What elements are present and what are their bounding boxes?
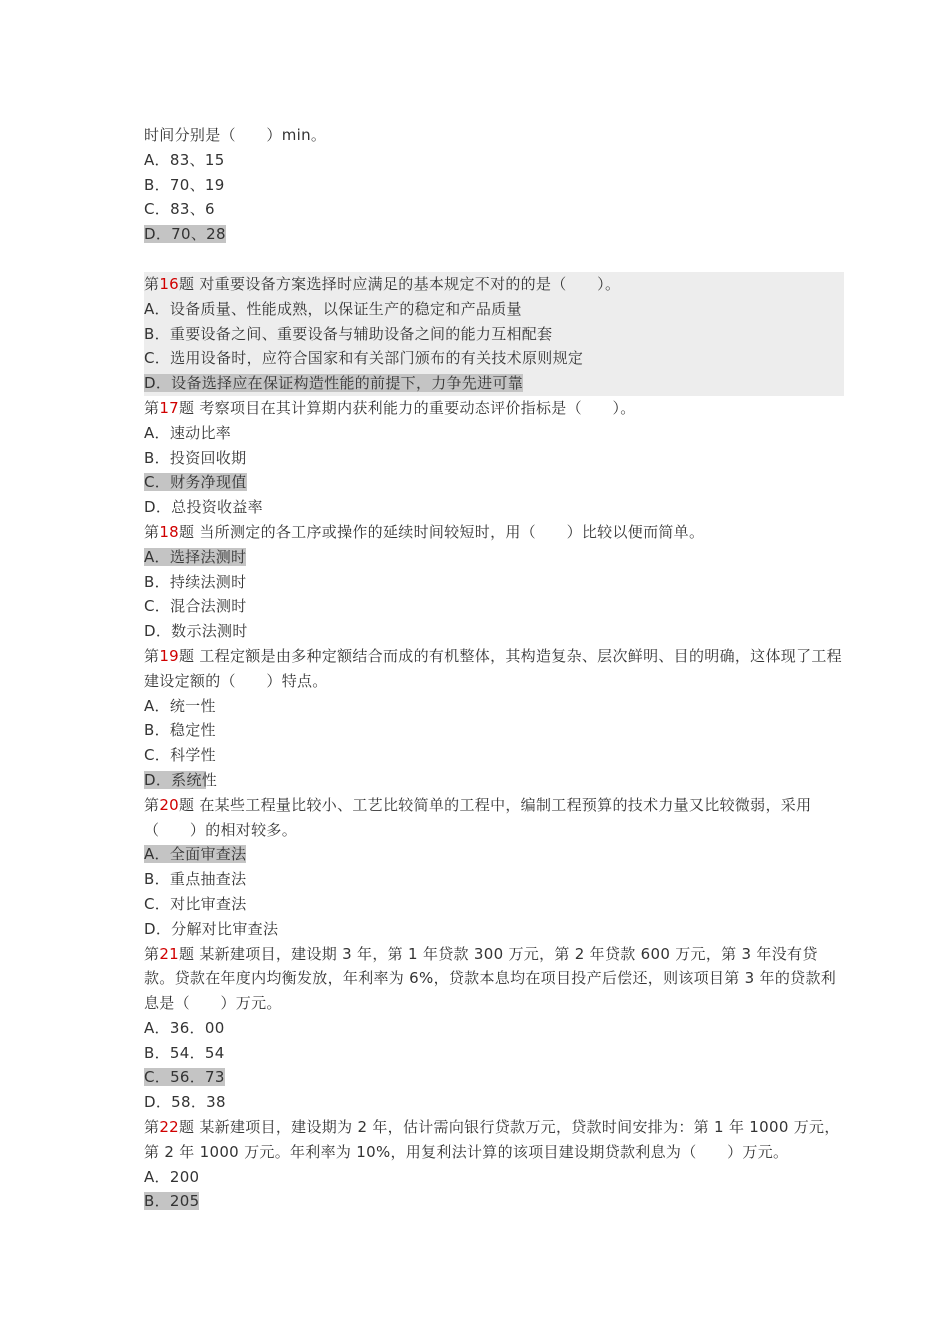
document-page xyxy=(144,123,844,1214)
question-stem: 第20题 在某些工程量比较小、工艺比较简单的工程中，编制工程预算的技术力量又比较微弱，采用（ ）的相对较多。 xyxy=(144,795,812,839)
question-stem: 第16题 对重要设备方案选择时应满足的基本规定不对的的是（ ）。 xyxy=(144,274,621,293)
question-stem: 第17题 考察项目在其计算期内获利能力的重要动态评价指标是（ ）。 xyxy=(144,398,636,417)
option-b: B．54．54 xyxy=(144,1043,225,1062)
option-d: D．数示法测时 xyxy=(144,622,248,641)
question-21 xyxy=(144,942,844,1116)
option-a: A．速动比率 xyxy=(144,423,232,442)
option-b: B．持续法测时 xyxy=(144,572,247,591)
answer-highlight: C．56．73 xyxy=(144,1068,225,1087)
option-b: B．重要设备之间、重要设备与辅助设备之间的能力互相配套 xyxy=(144,324,553,343)
option-b: B．70、19 xyxy=(144,175,225,194)
option-b: B．投资回收期 xyxy=(144,448,247,467)
question-stem: 第18题 当所测定的各工序或操作的延续时间较短时，用（ ）比较以便而简单。 xyxy=(144,522,705,541)
option-c: C．选用设备时，应符合国家和有关部门颁布的有关技术原则规定 xyxy=(144,349,584,368)
question-17 xyxy=(144,396,844,520)
option-d: D．58．38 xyxy=(144,1093,226,1112)
option-d xyxy=(144,768,844,793)
question-number: 16 xyxy=(159,274,179,293)
answer-highlight: B．205 xyxy=(144,1192,200,1211)
question-number: 20 xyxy=(159,795,179,814)
question-number: 19 xyxy=(159,646,179,665)
question-stem: 第19题 工程定额是由多种定额结合而成的有机整体，其构造复杂、层次鲜明、目的明确，这体现了工程建设定额的（ ）特点。 xyxy=(144,646,842,690)
option-c xyxy=(144,470,844,495)
answer-highlight: C．财务净现值 xyxy=(144,473,247,492)
option-a xyxy=(144,545,844,570)
option-d: D．总投资收益率 xyxy=(144,498,263,517)
question-number: 17 xyxy=(159,398,179,417)
question-stem: 第22题 某新建项目，建设期为 2 年，估计需向银行贷款万元，贷款时间安排为：第 1 年 1000 万元，第 2 年 1000 万元。年利率为 10%，用复利法计算的该项目建设期贷款利息为（ ）万元。 xyxy=(144,1118,840,1161)
option-c: C．混合法测时 xyxy=(144,597,247,616)
question-number: 21 xyxy=(159,944,179,963)
answer-highlight: D．设备选择应在保证构造性能的前提下，力争先进可靠 xyxy=(144,374,524,393)
option-c: C．科学性 xyxy=(144,746,216,765)
option-a: A．200 xyxy=(144,1167,200,1186)
question-20 xyxy=(144,793,844,942)
option-c xyxy=(144,1065,844,1090)
option-b: B．重点抽查法 xyxy=(144,870,247,889)
option-a: A．36．00 xyxy=(144,1018,225,1037)
question-19 xyxy=(144,644,844,793)
option-a: A．83、15 xyxy=(144,150,225,169)
answer-highlight: A．选择法测时 xyxy=(144,547,247,566)
question-16 xyxy=(144,272,844,396)
question-number: 22 xyxy=(159,1118,179,1137)
option-d xyxy=(144,222,844,247)
option-a: A．统一性 xyxy=(144,696,216,715)
option-b: B．稳定性 xyxy=(144,721,216,740)
option-a xyxy=(144,842,844,867)
answer-highlight: D．系统性 xyxy=(144,770,218,789)
question-22 xyxy=(144,1115,844,1214)
question-stem: 第21题 某新建项目，建设期 3 年，第 1 年贷款 300 万元，第 2 年贷款 600 万元，第 3 年没有贷款。贷款在年度内均衡发放，年利率为 6%，贷款本息均在项目投产后偿还，则该项目第 3 年的贷款利息是（ ）万元。 xyxy=(144,944,837,1013)
option-d: D．分解对比审查法 xyxy=(144,919,279,938)
answer-highlight: D．70、28 xyxy=(144,225,226,244)
question-continuation: 时间分别是（ ）min。 xyxy=(144,126,327,144)
option-b xyxy=(144,1189,844,1214)
option-a: A．设备质量、性能成熟，以保证生产的稳定和产品质量 xyxy=(144,299,522,318)
option-d xyxy=(144,371,844,396)
option-c: C．对比审查法 xyxy=(144,894,247,913)
question-number: 18 xyxy=(159,522,179,541)
spacer xyxy=(144,247,844,272)
question-18 xyxy=(144,520,844,644)
option-c: C．83、6 xyxy=(144,200,215,219)
answer-highlight: A．全面审查法 xyxy=(144,845,247,864)
